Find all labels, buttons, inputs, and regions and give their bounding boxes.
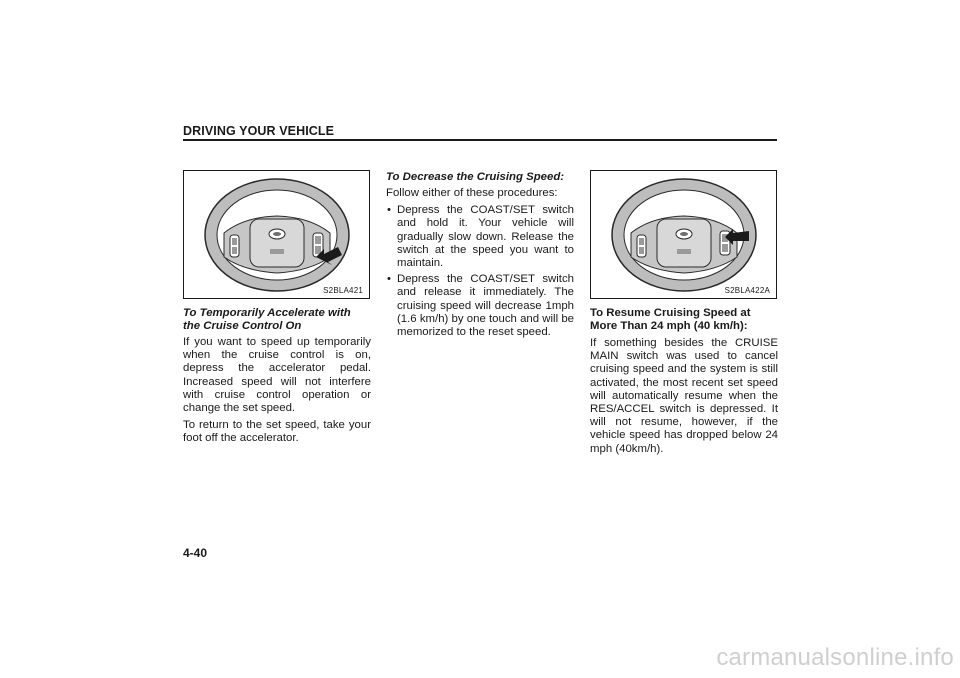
figure-steering-wheel-accelerate <box>183 170 370 299</box>
section-heading: To Decrease the Cruising Speed: <box>386 171 565 183</box>
paragraph: To return to the set speed, take your foot off the accelerator. <box>183 419 371 445</box>
list-item: • Depress the COAST/SET switch and release it immediately. The cruising speed will decrease 1mph (1.6 km/h) by one touch and will be memorized to the reset speed. <box>386 273 574 339</box>
figure-code: S2BLA421 <box>323 286 363 295</box>
heading-line: To Resume Cruising Speed at <box>590 307 751 319</box>
bullet-list <box>386 204 574 339</box>
middle-column <box>386 171 574 342</box>
header-rule <box>183 139 777 141</box>
figure-steering-wheel-resume <box>590 170 777 299</box>
left-column <box>183 307 371 450</box>
paragraph: Follow either of these procedures: <box>386 187 558 199</box>
heading-line: More Than 24 mph (40 km/h): <box>590 320 748 332</box>
page-header-title: DRIVING YOUR VEHICLE <box>183 124 335 138</box>
page-number: 4-40 <box>183 546 208 560</box>
steering-wheel-icon <box>591 171 777 299</box>
list-item: • Depress the COAST/SET switch and hold it. Your vehicle will gradually slow down. Release the switch at the speed you want to maintain. <box>386 204 574 270</box>
steering-wheel-icon <box>184 171 370 299</box>
figure-code: S2BLA422A <box>724 286 770 295</box>
paragraph: If something besides the CRUISE MAIN switch was used to cancel cruising speed and the system is still activated, the most recent set speed will automatically resume when the RES/ACCEL switch is depressed. It will not resume, however, if the vehicle speed has dropped below 24 mph (40km/h). <box>590 337 778 455</box>
right-column <box>590 307 778 460</box>
watermark: carmanualsonline.info <box>716 644 954 671</box>
heading-line: To Temporarily Accelerate with <box>183 307 351 319</box>
section-heading <box>590 307 778 333</box>
heading-line: the Cruise Control On <box>183 320 302 332</box>
paragraph: If you want to speed up temporarily when the cruise control is on, depress the accelerator pedal. Increased speed will not interfere with cruise control operation or change the set speed. <box>183 336 371 415</box>
section-heading <box>183 307 371 333</box>
